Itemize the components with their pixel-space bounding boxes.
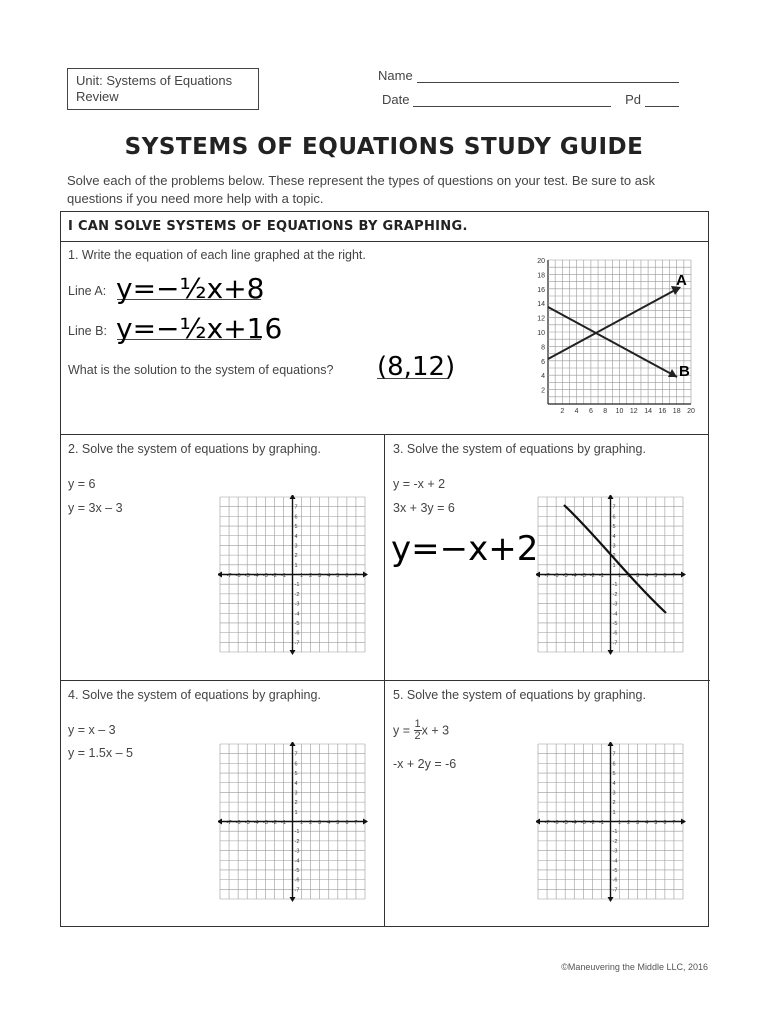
- x-axis-tick-label: -4: [253, 573, 259, 579]
- y-axis-tick-label: 5: [612, 771, 616, 778]
- x-axis-tick-label: -4: [253, 820, 259, 826]
- x-axis-tick-label: 1: [618, 820, 622, 826]
- y-tick-label: 10: [537, 330, 545, 337]
- y-axis-tick-label: -3: [612, 601, 618, 608]
- y-axis-tick-label: -7: [612, 887, 618, 894]
- eq1-prefix: y =: [393, 723, 414, 738]
- x-axis-tick-label: 5: [336, 573, 340, 579]
- problem-5-eq2: -x + 2y = -6: [393, 757, 457, 771]
- x-axis-tick-label: 6: [345, 573, 349, 579]
- handwritten-line-b: y=−½x+16: [116, 312, 283, 345]
- x-axis-tick-label: 5: [336, 820, 340, 826]
- y-axis-tick-label: -5: [294, 867, 300, 874]
- x-axis-tick-label: -7: [544, 573, 550, 579]
- y-axis-tick-label: -6: [294, 630, 300, 637]
- y-tick-label: 20: [537, 258, 545, 265]
- x-tick-label: 6: [588, 408, 593, 415]
- y-axis-tick-label: -6: [612, 877, 618, 884]
- y-axis-tick-label: 6: [612, 514, 616, 521]
- y-axis-tick-label: -3: [294, 601, 300, 608]
- x-axis-tick-label: -4: [571, 573, 577, 579]
- y-axis-tick-label: 7: [294, 751, 298, 758]
- problem-2-eq2: y = 3x – 3: [68, 501, 123, 515]
- x-axis-tick-label: -1: [280, 820, 286, 826]
- x-axis-tick-label: -3: [262, 820, 268, 826]
- y-axis-tick-label: 5: [612, 524, 616, 531]
- y-axis-arrow-down: [290, 650, 296, 655]
- x-tick-label: 2: [560, 408, 565, 415]
- y-axis-tick-label: -6: [612, 630, 618, 637]
- y-tick-label: 6: [541, 358, 545, 366]
- line-b-label-graph: B: [679, 363, 690, 380]
- unit-line-1: Unit: Systems of Equations: [76, 73, 233, 88]
- y-axis-tick-label: -1: [612, 829, 618, 836]
- x-axis-tick-label: -7: [544, 820, 550, 826]
- y-axis-tick-label: 3: [612, 543, 616, 550]
- problem-2-coordinate-grid: [218, 495, 368, 655]
- y-axis-tick-label: 3: [294, 790, 298, 797]
- x-axis-tick-label: -2: [271, 573, 277, 579]
- problem-1-prompt: 1. Write the equation of each line graphed at the right.: [68, 248, 366, 262]
- y-tick-label: 18: [537, 272, 545, 280]
- x-tick-label: 4: [574, 408, 579, 415]
- problem-3-cell: [385, 435, 710, 681]
- y-axis-tick-label: -7: [294, 887, 300, 894]
- y-axis-tick-label: -1: [612, 582, 618, 589]
- problem-4-cell: [61, 681, 385, 926]
- x-tick-label: 14: [644, 408, 652, 415]
- x-axis-arrow-right: [681, 572, 686, 578]
- name-row: [378, 68, 679, 83]
- page-title: SYSTEMS OF EQUATIONS STUDY GUIDE: [124, 134, 644, 160]
- y-axis-tick-label: 7: [294, 504, 298, 511]
- x-axis-tick-label: -7: [226, 820, 232, 826]
- problem-3-handwriting: [385, 515, 545, 585]
- y-axis-tick-label: -7: [612, 640, 618, 647]
- y-axis-tick-label: -2: [612, 838, 618, 845]
- x-axis-tick-label: -6: [553, 573, 559, 579]
- y-axis-tick-label: 4: [294, 533, 298, 540]
- x-axis-tick-label: -1: [280, 573, 286, 579]
- problem-2-eq1: y = 6: [68, 477, 96, 491]
- date-line: [413, 94, 611, 107]
- y-axis-tick-label: 4: [612, 780, 616, 787]
- x-axis-tick-label: -3: [580, 573, 586, 579]
- fraction-denominator: 2: [414, 730, 421, 742]
- handwritten-solution: (8,12): [377, 352, 456, 382]
- x-axis-tick-label: 4: [327, 573, 331, 579]
- y-axis-tick-label: -4: [612, 858, 618, 865]
- problem-4-coordinate-grid: [218, 742, 368, 902]
- y-axis-tick-label: 7: [612, 504, 616, 511]
- line-b-label: Line B:: [68, 324, 107, 338]
- x-axis-tick-label: -5: [562, 573, 568, 579]
- problem-4-eq2: y = 1.5x – 5: [68, 746, 133, 760]
- problem-1-cell: [61, 242, 708, 435]
- x-axis-tick-label: 6: [663, 573, 667, 579]
- fraction-numerator: 1: [414, 718, 421, 730]
- x-axis-tick-label: -2: [589, 573, 595, 579]
- unit-line-2: Review: [76, 89, 119, 104]
- line-a-label-graph: A: [676, 272, 687, 289]
- problem-1-graph: [527, 252, 707, 432]
- y-tick-label: 2: [541, 387, 545, 395]
- y-axis-tick-label: 2: [294, 553, 298, 560]
- x-tick-label: 18: [672, 408, 681, 415]
- y-tick-label: 12: [537, 315, 545, 323]
- x-axis-tick-label: -1: [598, 820, 604, 826]
- x-axis-tick-label: -3: [262, 573, 268, 579]
- problem-3-eq1: y = -x + 2: [393, 477, 446, 491]
- problem-2-prompt: 2. Solve the system of equations by graphing.: [68, 442, 321, 456]
- y-axis-tick-label: 3: [612, 790, 616, 797]
- y-axis-tick-label: -2: [294, 838, 300, 845]
- x-tick-label: 8: [603, 408, 608, 415]
- x-tick-label: 12: [629, 408, 638, 415]
- problem-3-eq2: 3x + 3y = 6: [393, 501, 455, 515]
- x-axis-tick-label: 4: [645, 820, 649, 826]
- y-axis-tick-label: 6: [294, 514, 298, 521]
- x-axis-tick-label: 3: [636, 820, 640, 826]
- y-axis-tick-label: 5: [294, 771, 298, 778]
- y-axis-arrow-down: [608, 650, 614, 655]
- y-axis-tick-label: 2: [612, 800, 616, 807]
- x-axis-arrow-right: [681, 819, 686, 825]
- x-axis-tick-label: 7: [672, 573, 676, 579]
- x-axis-tick-label: -2: [589, 820, 595, 826]
- x-axis-tick-label: 3: [318, 573, 322, 579]
- grid: [536, 742, 686, 902]
- y-axis-tick-label: -4: [612, 611, 618, 618]
- problem-3-coordinate-grid: [536, 495, 686, 655]
- y-axis-tick-label: -5: [612, 620, 618, 627]
- x-axis-tick-label: 1: [300, 820, 304, 826]
- x-axis-tick-label: 4: [645, 573, 649, 579]
- x-axis-tick-label: -3: [580, 820, 586, 826]
- line-a-label: Line A:: [68, 284, 107, 298]
- x-axis-tick-label: 2: [627, 573, 631, 579]
- problem-4-eq1: y = x – 3: [68, 723, 116, 737]
- x-axis-tick-label: -6: [235, 820, 241, 826]
- x-axis-tick-label: 2: [309, 573, 313, 579]
- x-axis-tick-label: -6: [235, 573, 241, 579]
- x-axis-tick-label: 2: [627, 820, 631, 826]
- x-axis-tick-label: 7: [354, 573, 358, 579]
- handwritten-equation: y=−x+2: [391, 529, 539, 569]
- x-axis-tick-label: -1: [598, 573, 604, 579]
- y-axis-tick-label: 2: [612, 553, 616, 560]
- y-axis-tick-label: -1: [294, 582, 300, 589]
- x-tick-label: 10: [615, 408, 624, 415]
- x-axis-tick-label: 7: [354, 820, 358, 826]
- x-axis-tick-label: 3: [318, 820, 322, 826]
- x-axis-tick-label: 5: [654, 820, 658, 826]
- y-axis-tick-label: 2: [294, 800, 298, 807]
- problem-2-cell: [61, 435, 385, 681]
- x-axis-tick-label: -5: [562, 820, 568, 826]
- y-axis-tick-label: -3: [612, 848, 618, 855]
- grid: [536, 495, 686, 655]
- y-axis-tick-label: 7: [612, 751, 616, 758]
- y-axis-tick-label: -4: [294, 858, 300, 865]
- x-axis-tick-label: -5: [244, 573, 250, 579]
- pd-line: [645, 94, 679, 107]
- x-tick-label: 20: [687, 408, 695, 415]
- x-axis-tick-label: 2: [309, 820, 313, 826]
- handwritten-line-a: y=−½x+8: [116, 272, 265, 305]
- y-axis-tick-label: 6: [294, 761, 298, 768]
- solution-question: What is the solution to the system of equations?: [68, 363, 334, 377]
- y-axis-tick-label: 4: [294, 780, 298, 787]
- x-axis-tick-label: 1: [300, 573, 304, 579]
- y-axis-tick-label: -2: [612, 591, 618, 598]
- worksheet-table: [60, 211, 709, 927]
- eq1-suffix: x + 3: [421, 723, 450, 738]
- y-axis-tick-label: 1: [612, 809, 616, 816]
- instructions: Solve each of the problems below. These represent the types of questions on your test. Be sure to ask questions if you need more help with a topic.: [67, 173, 655, 206]
- pd-label: Pd: [625, 92, 641, 107]
- y-tick-label: 14: [537, 301, 545, 309]
- y-axis-tick-label: 5: [294, 524, 298, 531]
- handwritten-answers: [61, 242, 461, 435]
- y-tick-label: 16: [537, 286, 545, 294]
- date-label: Date: [382, 92, 410, 107]
- x-axis-arrow-right: [363, 819, 368, 825]
- grid: [218, 742, 368, 902]
- y-axis-tick-label: 1: [294, 809, 298, 816]
- x-axis-tick-label: 6: [345, 820, 349, 826]
- y-axis-tick-label: 1: [294, 562, 298, 569]
- y-axis-tick-label: 6: [612, 761, 616, 768]
- unit-box: [67, 68, 259, 110]
- y-axis-tick-label: 3: [294, 543, 298, 550]
- y-axis-tick-label: -4: [294, 611, 300, 618]
- grid: [218, 495, 368, 655]
- y-axis-tick-label: -5: [612, 867, 618, 874]
- x-axis-tick-label: -4: [571, 820, 577, 826]
- fraction: [414, 719, 422, 742]
- y-axis-tick-label: -2: [294, 591, 300, 598]
- x-tick-label: 16: [658, 408, 667, 415]
- y-axis-arrow-down: [608, 897, 614, 902]
- y-tick-label: 8: [541, 344, 545, 352]
- name-line: [417, 70, 679, 83]
- y-axis-tick-label: -6: [294, 877, 300, 884]
- x-axis-tick-label: -5: [244, 820, 250, 826]
- problem-5-coordinate-grid: [536, 742, 686, 902]
- x-axis-tick-label: 7: [672, 820, 676, 826]
- y-axis-tick-label: -1: [294, 829, 300, 836]
- problem-4-prompt: 4. Solve the system of equations by graphing.: [68, 688, 321, 702]
- problem-5-cell: [385, 681, 710, 926]
- section-header: I CAN SOLVE SYSTEMS OF EQUATIONS BY GRAPHING.: [61, 212, 708, 242]
- y-axis-arrow-down: [290, 897, 296, 902]
- x-axis-tick-label: 3: [636, 573, 640, 579]
- problem-5-prompt: 5. Solve the system of equations by graphing.: [393, 688, 646, 702]
- copyright-footer: ©Maneuvering the Middle LLC, 2016: [561, 962, 708, 972]
- y-axis-tick-label: -5: [294, 620, 300, 627]
- problem-5-eq1: [393, 719, 449, 742]
- x-axis-tick-label: 6: [663, 820, 667, 826]
- x-axis-tick-label: -6: [553, 820, 559, 826]
- y-axis-tick-label: -7: [294, 640, 300, 647]
- problem-3-prompt: 3. Solve the system of equations by graphing.: [393, 442, 646, 456]
- y-axis-tick-label: 1: [612, 562, 616, 569]
- y-axis-tick-label: -3: [294, 848, 300, 855]
- y-tick-label: 4: [541, 373, 545, 381]
- x-axis-arrow-right: [363, 572, 368, 578]
- date-row: [382, 92, 679, 107]
- x-axis-tick-label: 1: [618, 573, 622, 579]
- name-label: Name: [378, 68, 413, 83]
- x-axis-tick-label: 4: [327, 820, 331, 826]
- y-axis-tick-label: 4: [612, 533, 616, 540]
- x-axis-tick-label: -7: [226, 573, 232, 579]
- x-axis-tick-label: 5: [654, 573, 658, 579]
- x-axis-tick-label: -2: [271, 820, 277, 826]
